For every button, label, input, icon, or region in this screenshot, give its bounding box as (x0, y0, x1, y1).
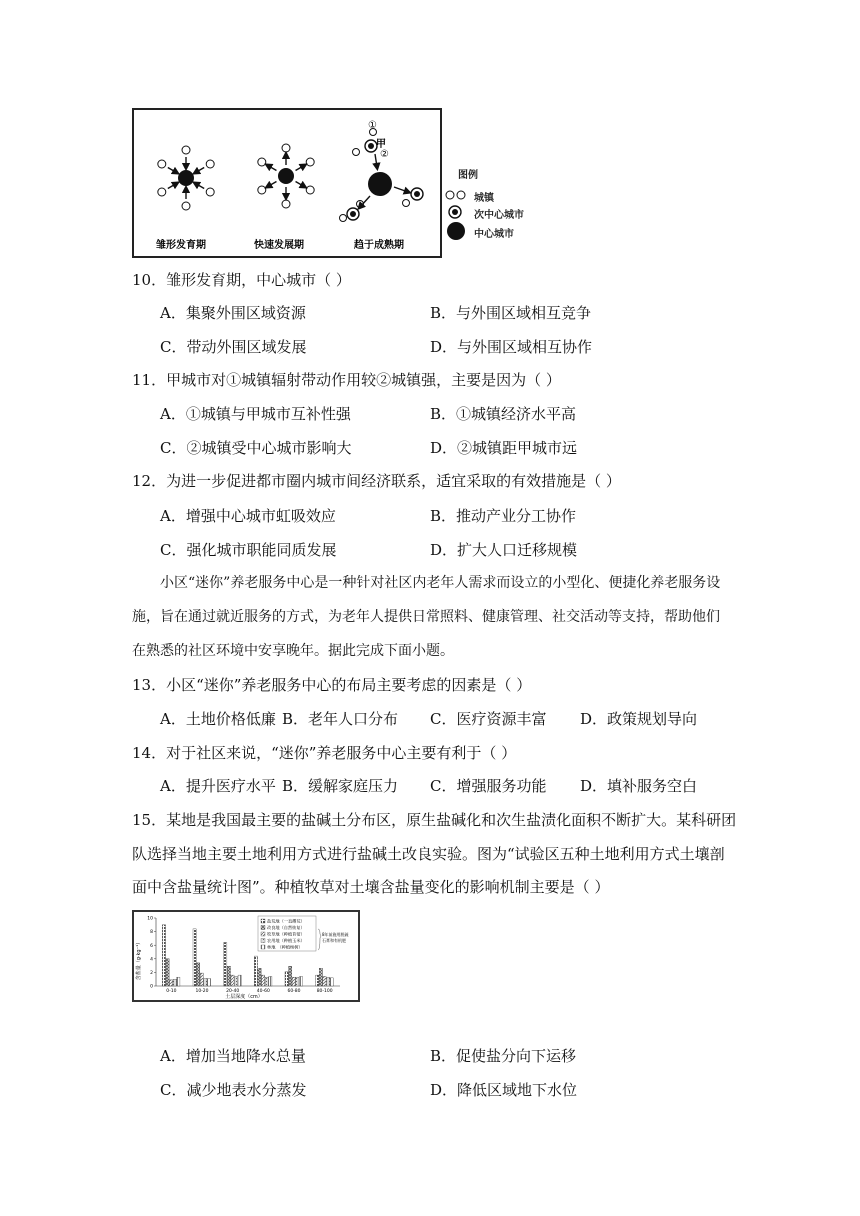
stage-label-2: 快速发展期 (254, 240, 304, 251)
town-node (206, 188, 214, 196)
town-node (182, 202, 190, 210)
chart-canvas (134, 912, 358, 1000)
q15-option-c: C．减少地表水分蒸发 (160, 1081, 307, 1099)
legend-entry: 林地 （种植杨树） (267, 944, 303, 950)
y-tick-label: 10 (147, 916, 153, 922)
bar (231, 975, 234, 986)
bar (285, 972, 288, 986)
y-axis-label: 含盐量（g·kg⁻¹） (136, 939, 142, 981)
bar (238, 975, 241, 986)
outward-arrow (296, 182, 305, 187)
salt-content-chart (132, 910, 360, 1002)
bar (197, 963, 200, 986)
stage-rapid (258, 144, 314, 208)
town-legend-icon (445, 188, 471, 202)
diagram-canvas (134, 110, 440, 256)
q12-stem: 12．为进一步促进都市圈内城市间经济联系，适宜采取的有效措施是（ ） (132, 472, 621, 490)
inward-arrow (196, 184, 205, 189)
marker-one: ① (368, 120, 377, 131)
town-node (158, 188, 166, 196)
y-tick-label: 4 (150, 957, 153, 963)
passage: 小区“迷你”养老服务中心是一种针对社区内老年人需求而设立的小型化、便捷化养老服务设施，旨在通过就近服务的方式，为老年人提供日常照料、健康管理、社交活动等支持，帮助他们在熟悉的社区环境中安享晚年。据此完成下面小题。 (132, 575, 721, 659)
y-tick-label: 2 (150, 971, 153, 976)
q13-option-d: D．政策规划导向 (580, 710, 698, 728)
legend-swatch (261, 926, 265, 930)
town-node (282, 200, 290, 208)
town-node (258, 186, 266, 194)
x-tick-label: 20-40 (226, 989, 240, 994)
town-right (403, 200, 410, 207)
x-tick-label: 40-60 (256, 989, 270, 994)
subcenter-legend-icon (447, 204, 463, 220)
inward-arrow (168, 168, 177, 173)
q14-option-a: A．提升医疗水平 (160, 777, 276, 795)
center-city-mature (368, 172, 392, 196)
inward-arrow (168, 184, 177, 189)
bracket-note: 8年前施用脱硫 (322, 932, 349, 937)
legend-swatch (261, 932, 265, 936)
arrow-center-jia (375, 154, 377, 167)
q10-option-b: B．与外围区域相互竞争 (430, 304, 592, 322)
arrow-center-right (394, 187, 408, 192)
bar (262, 975, 265, 986)
bar (177, 977, 180, 986)
center-city-node (278, 168, 294, 184)
bar (265, 977, 268, 986)
chart-legend (258, 916, 349, 951)
legend-swatch (261, 939, 265, 943)
y-tick-label: 0 (150, 984, 153, 990)
bracket-note: 石膏和有机肥 (322, 938, 346, 943)
bar (207, 979, 210, 986)
q12-option-c: C．强化城市职能同质发展 (160, 541, 337, 559)
legend-swatch (261, 945, 265, 949)
x-tick-label: 0-10 (166, 989, 177, 994)
marker-two: ② (380, 149, 389, 160)
subcenter-right-core (414, 191, 420, 197)
center-city-node (178, 170, 194, 186)
q15-option-b: B．促使盐分向下运移 (430, 1047, 577, 1065)
q14-stem: 14．对于社区来说，“迷你”养老服务中心主要有利于（ ） (132, 744, 517, 762)
bar (326, 977, 329, 986)
center-legend-icon (445, 220, 467, 242)
q11-option-c: C．②城镇受中心城市影响大 (160, 439, 352, 457)
q14-option-b: B．缓解家庭压力 (282, 777, 399, 795)
outward-arrow (296, 166, 305, 171)
outward-arrow (268, 166, 277, 171)
bar (299, 976, 302, 986)
bar (319, 968, 322, 986)
subcenter-left-core (350, 211, 356, 217)
legend-entry: 牧草地（种植苜蓿） (267, 931, 305, 937)
q13-option-a: A．土地价格低廉 (160, 710, 276, 728)
q10-option-c: C．带动外围区域发展 (160, 338, 307, 356)
town-node (206, 160, 214, 168)
q11-option-b: B．①城镇经济水平高 (430, 405, 577, 423)
bar (296, 977, 299, 986)
legend-title: 图例 (458, 170, 478, 181)
q11-stem: 11．甲城市对①城镇辐射带动作用较②城镇强，主要是因为（ ） (132, 371, 561, 389)
bar (193, 929, 196, 986)
q10-stem: 10．雏形发育期，中心城市（ ） (132, 271, 351, 289)
q14-option-d: D．填补服务空白 (580, 777, 698, 795)
bar (170, 980, 173, 986)
bar (162, 925, 165, 986)
town-node (258, 158, 266, 166)
q11-option-a: A．①城镇与甲城市互补性强 (160, 405, 351, 423)
legend-entry: 改良地（自然恢复） (267, 925, 305, 931)
x-tick-label: 10-20 (195, 989, 209, 994)
stage-embryonic (158, 146, 214, 210)
q12-option-d: D．扩大人口迁移规模 (430, 541, 578, 559)
q12-option-b: B．推动产业分工协作 (430, 507, 577, 525)
q12-option-a: A．增强中心城市虹吸效应 (160, 507, 336, 525)
legend-bracket (318, 929, 321, 950)
marker-jia: 甲 (376, 139, 386, 150)
subcenter-jia-core (368, 143, 374, 149)
q15-stem-line-3: 面中含盐量统计图”。种植牧草对土壤含盐量变化的影响机制主要是（ ） (132, 878, 610, 896)
inward-arrow (196, 168, 205, 173)
bar (227, 966, 230, 986)
q15-option-d: D．降低区域地下水位 (430, 1081, 578, 1099)
bar (166, 959, 169, 986)
bar (330, 978, 333, 986)
q15-option-a: A．增加当地降水总量 (160, 1047, 306, 1065)
bar (258, 968, 261, 986)
urban-development-diagram (132, 108, 442, 258)
bar (254, 956, 257, 986)
x-axis-label: 土层深度（cm） (225, 994, 263, 1000)
q10-option-d: D．与外围区域相互协作 (430, 338, 593, 356)
bar (269, 976, 272, 986)
bar (292, 977, 295, 986)
q14-option-c: C．增强服务功能 (430, 777, 547, 795)
town-node (306, 186, 314, 194)
q13-option-b: B．老年人口分布 (282, 710, 399, 728)
outward-arrow (268, 182, 277, 187)
x-tick-label: 80-100 (316, 989, 333, 994)
legend-swatch (261, 919, 265, 923)
stage-label-3: 趋于成熟期 (354, 240, 404, 251)
bar (234, 976, 237, 986)
legend-center: 中心城市 (474, 229, 514, 240)
q10-option-a: A．集聚外围区域资源 (160, 304, 306, 322)
town-node (158, 160, 166, 168)
town-node (306, 158, 314, 166)
q15-stem-line-1: 15．某地是我国最主要的盐碱土分布区，原生盐碱化和次生盐渍化面积不断扩大。某科研团 (132, 811, 737, 829)
y-tick-label: 6 (150, 943, 153, 949)
bar (200, 973, 203, 986)
town-left (340, 215, 347, 222)
town-node (182, 146, 190, 154)
bar (204, 979, 207, 986)
q13-option-c: C．医疗资源丰富 (430, 710, 547, 728)
bar (173, 979, 176, 986)
x-tick-label: 60-80 (287, 989, 301, 994)
legend-subcenter: 次中心城市 (474, 210, 524, 221)
q11-option-d: D．②城镇距甲城市远 (430, 439, 578, 457)
y-tick-label: 8 (150, 930, 153, 936)
legend-town: 城镇 (474, 193, 494, 204)
town-two (353, 149, 360, 156)
q13-stem: 13．小区“迷你”养老服务中心的布局主要考虑的因素是（ ） (132, 676, 532, 694)
bar (316, 975, 319, 986)
stage-label-1: 雏形发育期 (156, 240, 206, 251)
legend-entry: 盐荒地（一直撂荒） (267, 918, 305, 924)
bar (289, 966, 292, 986)
town-node (282, 144, 290, 152)
legend-entry: 农用地（种植玉米） (267, 938, 305, 944)
bar (323, 976, 326, 986)
bar (224, 942, 227, 986)
q15-stem-line-2: 队选择当地主要土地利用方式进行盐碱土改良实验。图为“试验区五种土地利用方式土壤剖 (132, 845, 725, 863)
